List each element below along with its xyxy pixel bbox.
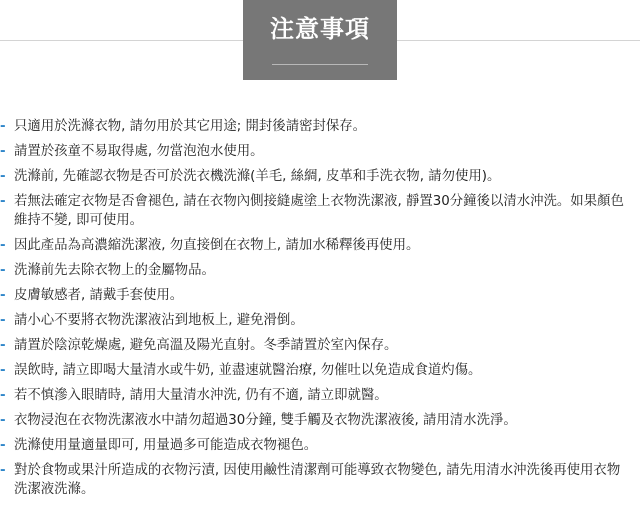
bullet-mark: - xyxy=(0,438,6,453)
bullet-mark: - xyxy=(0,169,6,184)
note-item xyxy=(0,142,640,161)
note-text: 若無法確定衣物是否會褪色, 請在衣物內側接縫處塗上衣物洗潔液, 靜置30分鐘後以清水沖洗。如果顏色維持不變, 即可使用。 xyxy=(14,194,624,228)
note-item xyxy=(0,117,640,136)
note-item xyxy=(0,261,640,280)
bullet-mark: - xyxy=(0,463,6,478)
bullet-mark: - xyxy=(0,338,6,353)
note-item xyxy=(0,167,640,186)
page-title: 注意事項 xyxy=(270,15,370,43)
bullet-mark: - xyxy=(0,263,6,278)
note-item xyxy=(0,286,640,305)
note-text: 皮膚敏感者, 請戴手套使用。 xyxy=(14,288,184,303)
bullet-mark: - xyxy=(0,363,6,378)
note-item xyxy=(0,236,640,255)
bullet-mark: - xyxy=(0,238,6,253)
note-text: 誤飲時, 請立即喝大量清水或牛奶, 並盡速就醫治療, 勿催吐以免造成食道灼傷。 xyxy=(14,363,482,378)
note-item xyxy=(0,192,640,230)
title-badge xyxy=(243,0,397,80)
note-text: 請置於孩童不易取得處, 勿當泡泡水使用。 xyxy=(14,144,264,159)
note-item xyxy=(0,436,640,455)
bullet-mark: - xyxy=(0,313,6,328)
note-text: 請小心不要將衣物洗潔液沾到地板上, 避免滑倒。 xyxy=(14,313,304,328)
note-item xyxy=(0,311,640,330)
note-text: 洗滌前, 先確認衣物是否可於洗衣機洗滌(羊毛, 絲綢, 皮革和手洗衣物, 請勿使用)。 xyxy=(14,169,501,184)
note-text: 若不慎滲入眼睛時, 請用大量清水沖洗, 仍有不適, 請立即就醫。 xyxy=(14,388,388,403)
note-item xyxy=(0,336,640,355)
note-item xyxy=(0,411,640,430)
bullet-mark: - xyxy=(0,119,6,134)
bullet-mark: - xyxy=(0,413,6,428)
note-text: 洗滌使用量適量即可, 用量過多可能造成衣物褪色。 xyxy=(14,438,318,453)
bullet-mark: - xyxy=(0,288,6,303)
note-item xyxy=(0,386,640,405)
bullet-mark: - xyxy=(0,388,6,403)
note-text: 衣物浸泡在衣物洗潔液水中請勿超過30分鐘, 雙手觸及衣物洗潔液後, 請用清水洗淨。 xyxy=(14,413,517,428)
notes-list xyxy=(0,117,640,505)
note-item xyxy=(0,461,640,499)
note-item xyxy=(0,361,640,380)
note-text: 請置於陰涼乾燥處, 避免高溫及陽光直射。冬季請置於室內保存。 xyxy=(14,338,398,353)
bullet-mark: - xyxy=(0,144,6,159)
note-text: 只適用於洗滌衣物, 請勿用於其它用途; 開封後請密封保存。 xyxy=(14,119,367,134)
title-underline xyxy=(272,64,368,65)
note-text: 因此產品為高濃縮洗潔液, 勿直接倒在衣物上, 請加水稀釋後再使用。 xyxy=(14,238,420,253)
note-text: 對於食物或果汁所造成的衣物污漬, 因使用鹼性清潔劑可能導致衣物變色, 請先用清水沖洗後再使用衣物洗潔液洗滌。 xyxy=(14,463,621,497)
note-text: 洗滌前先去除衣物上的金屬物品。 xyxy=(14,263,215,278)
bullet-mark: - xyxy=(0,194,6,209)
